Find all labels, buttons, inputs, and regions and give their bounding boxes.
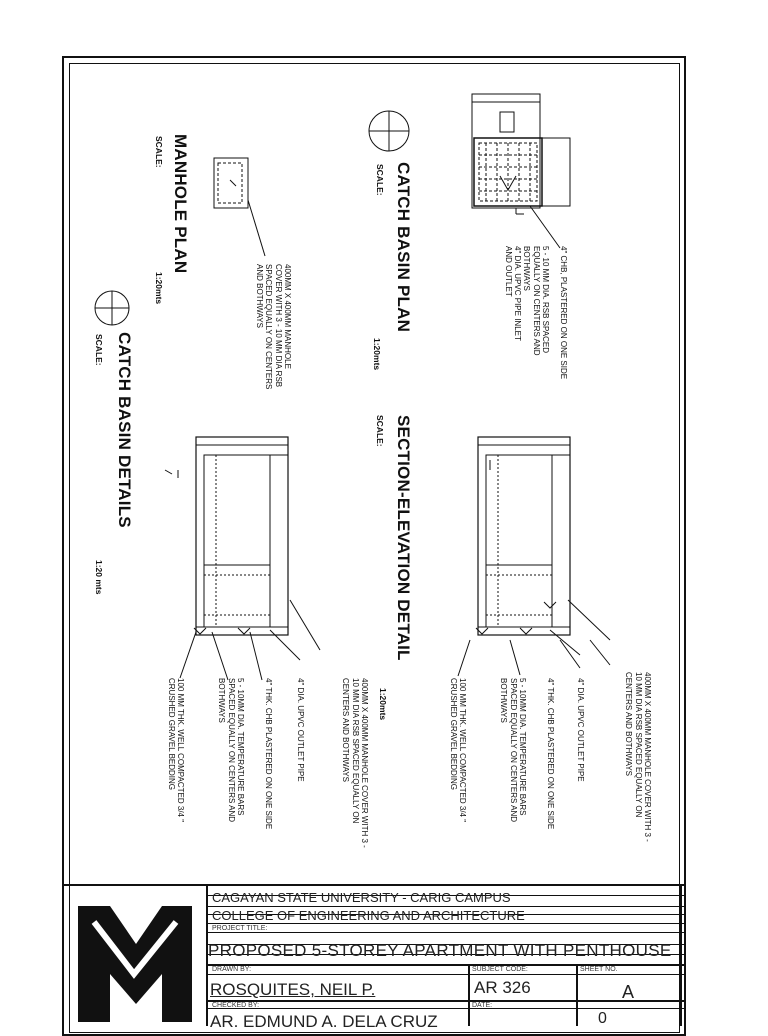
catch-basin-plan-title: CATCH BASIN PLAN: [394, 162, 413, 333]
section-lower-note-bars: 5 - 10MM DIA. TEMPERATURE BARS SPACED EQUALLY ON CENTERS AND BOTHWAYS: [217, 678, 245, 823]
subject-code: AR 326: [474, 978, 531, 997]
section-symbol-plan: [369, 111, 409, 151]
catch-basin-details-scale-label: SCALE:: [94, 334, 104, 366]
catch-basin-details-scale-value: 1:20 mts: [94, 560, 104, 595]
section-symbol-details: [95, 291, 129, 325]
date-label: DATE:: [472, 1002, 493, 1009]
sheet-sub-number: 0: [598, 1010, 607, 1027]
drawn-by-label: DRAWN BY:: [212, 966, 252, 973]
catch-basin-plan-drawing: [472, 94, 570, 248]
section-elevation-scale-label: SCALE:: [375, 415, 385, 447]
manhole-cover-note: 400MM X 400MM MANHOLE COVER WITH 3 - 10 MM DIA RSB SPACED EQUALLY ON CENTERS AND BOTHWAYS: [255, 264, 292, 390]
section-lower-note-pipe: 4" DIA. UPVC OUTLET PIPE: [296, 678, 305, 782]
manhole-plan-title: MANHOLE PLAN: [171, 134, 190, 274]
college-name: COLLEGE OF ENGINEERING AND ARCHITECTURE: [212, 908, 525, 923]
project-title-label: PROJECT TITLE:: [212, 925, 268, 932]
section-upper-note-gravel: 100 MM THK. WELL COMPACTED 3/4 " CRUSHED GRAVEL BEDDING: [448, 678, 467, 823]
catch-basin-details-title: CATCH BASIN DETAILS: [115, 332, 134, 528]
school-logo-icon: [74, 904, 196, 1026]
project-title: PROPOSED 5-STOREY APARTMENT WITH PENTHOUSE: [208, 941, 672, 960]
section-upper-note-pipe: 4" DIA. UPVC OUTLET PIPE: [576, 678, 585, 782]
section-elevation-title: SECTION-ELEVATION DETAIL: [394, 415, 413, 661]
manhole-plan-scale-label: SCALE:: [154, 136, 164, 168]
section-elevation-drawing-lower: [165, 437, 320, 680]
section-elevation-drawing-upper: [476, 437, 610, 655]
plan-note-rsb: 5 - 10 MM DIA. RSB SPACED EQUALLY ON CENTERS AND BOTHWAYS: [522, 246, 550, 356]
title-block: [62, 884, 686, 1031]
section-upper-note-cover: 400MM X 400MM MANHOLE COVER WITH 3 - 10 MM DIA RSB SPACED EQUALLY ON CENTERS AND BOTHWAYS: [624, 672, 652, 842]
sheet-no-label: SHEET NO.: [580, 966, 618, 973]
subject-code-label: SUBJECT CODE:: [472, 966, 528, 973]
catch-basin-plan-scale-value: 1:20mts: [372, 338, 382, 371]
plan-note-pipe: 4" DIA. UPVC PIPE INLET AND OUTLET: [503, 246, 522, 341]
section-lower-note-cover: 400MM X 400MM MANHOLE COVER WITH 3 - 10 MM DIA RSB SPACED EQUALLY ON CENTERS AND BOTHWAYS: [341, 678, 369, 848]
catch-basin-plan-scale-label: SCALE:: [375, 164, 385, 196]
sheet-number: A: [622, 982, 635, 1002]
plan-note-chb: 4" CHB, PLASTERED ON ONE SIDE: [559, 246, 568, 380]
checked-by-label: CHECKED BY:: [212, 1002, 260, 1009]
section-elevation-scale-value: 1:20mts: [378, 688, 388, 721]
manhole-plan-scale-value: 1:20mts: [154, 272, 164, 305]
section-upper-note-chb: 4" THK. CHB PLASTERED ON ONE SIDE: [546, 678, 555, 830]
checked-by-name: AR. EDMUND A. DELA CRUZ: [210, 1012, 438, 1031]
section-lower-note-gravel: 100 MM THK. WELL COMPACTED 3/4 " CRUSHED GRAVEL BEDDING: [166, 678, 185, 823]
drawn-by-name: ROSQUITES, NEIL P.: [210, 980, 376, 999]
section-lower-note-chb: 4" THK. CHB PLASTERED ON ONE SIDE: [264, 678, 273, 830]
university-name: CAGAYAN STATE UNIVERSITY - CARIG CAMPUS: [212, 890, 511, 905]
section-upper-note-bars: 5 - 10MM DIA. TEMPERATURE BARS SPACED EQUALLY ON CENTERS AND BOTHWAYS: [499, 678, 527, 823]
manhole-plan-drawing: [214, 158, 265, 256]
